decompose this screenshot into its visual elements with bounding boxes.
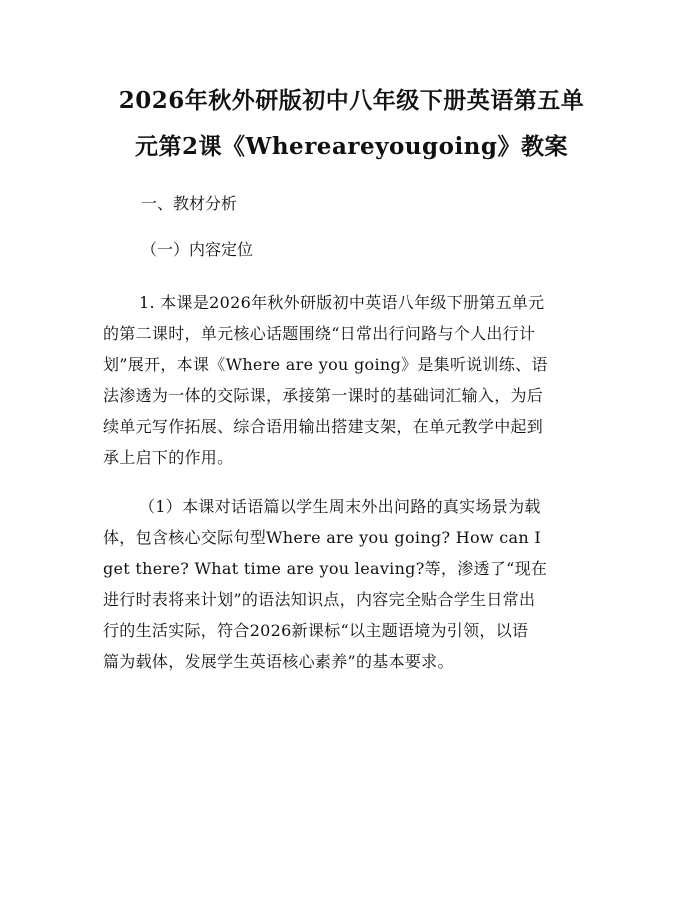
paragraph-dialogue-text <box>103 491 600 677</box>
document-title <box>103 78 600 170</box>
paragraph-line: 划”展开，本课《Where are you going》是集听说训练、语 <box>103 355 548 374</box>
paragraph-line: 续单元写作拓展、综合语用输出搭建支架，在单元教学中起到 <box>103 417 544 436</box>
paragraph-line: 1. 本课是2026年秋外研版初中英语八年级下册第五单元 <box>139 293 545 312</box>
paragraph-line: 篇为载体，发展学生英语核心素养”的基本要求。 <box>103 652 454 671</box>
paragraph-line: 体，包含核心交际句型Where are you going? How can I <box>103 528 542 547</box>
paragraph-line: 的第二课时，单元核心话题围绕“日常出行问路与个人出行计 <box>103 324 536 343</box>
paragraph-line: 行的生活实际，符合2026新课标“以主题语境为引领，以语 <box>103 621 529 640</box>
paragraph-line: get there? What time are you leaving?等，渗透了“现在 <box>103 559 548 578</box>
section-heading: 一、教材分析 <box>141 194 238 213</box>
subsection-heading: （一）内容定位 <box>141 240 254 259</box>
title-line-2: 元第2课《Whereareyougoing》教案 <box>135 133 568 160</box>
paragraph-line: （1）本课对话语篇以学生周末外出问路的真实场景为载 <box>139 497 541 516</box>
paragraph-line: 进行时表将来计划”的语法知识点，内容完全贴合学生日常出 <box>103 590 536 609</box>
paragraph-line: 法渗透为一体的交际课，承接第一课时的基础词汇输入，为后 <box>103 386 544 405</box>
title-line-1: 2026年秋外研版初中八年级下册英语第五单 <box>118 87 585 114</box>
paragraph-line: 承上启下的作用。 <box>103 448 234 467</box>
paragraph-content-positioning <box>103 287 600 473</box>
